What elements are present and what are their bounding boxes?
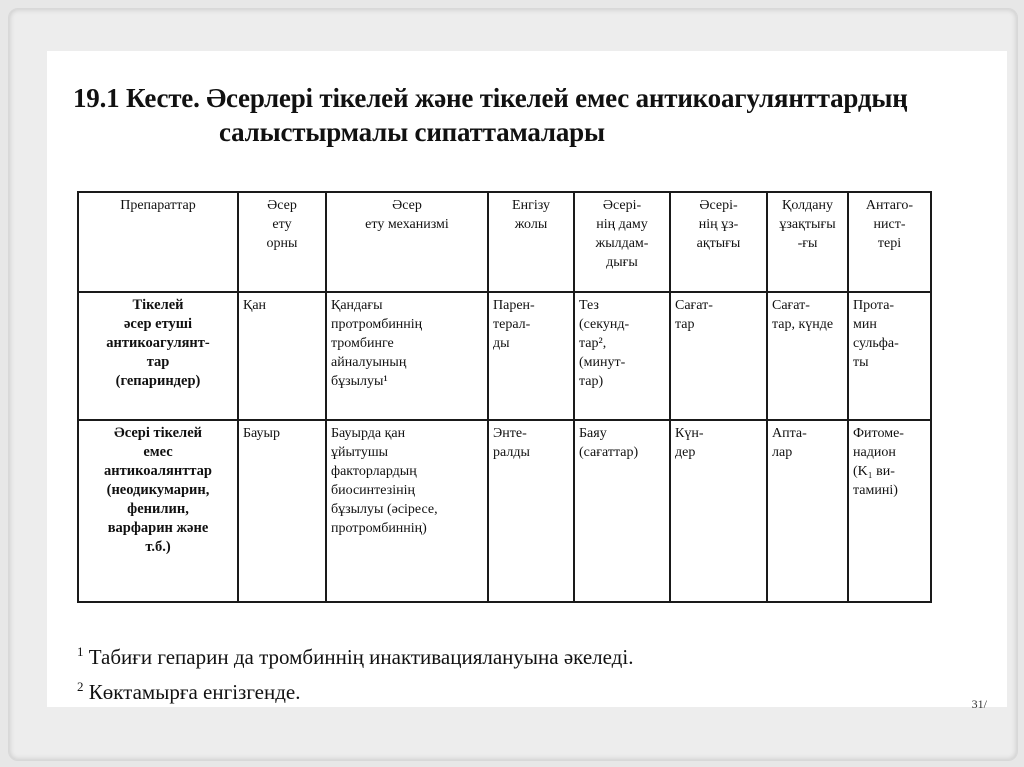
table-caption	[73, 81, 973, 149]
table-cell: Күн- дер	[670, 420, 767, 602]
footnote-mark: 1	[77, 644, 84, 659]
footnote	[77, 672, 633, 707]
header-route: Енгізу жолы	[488, 192, 574, 292]
slide-frame	[8, 8, 1018, 761]
table-cell: Энте- ралды	[488, 420, 574, 602]
table-cell: Сағат- тар	[670, 292, 767, 420]
table-row	[78, 292, 931, 420]
table-cell: Апта- лар	[767, 420, 848, 602]
footnote-text: Көктамырға енгізгенде.	[88, 680, 301, 704]
page-edge-mark: 31/	[971, 697, 987, 711]
table-cell: Баяу (сағаттар)	[574, 420, 670, 602]
table-cell: Сағат- тар, күнде	[767, 292, 848, 420]
caption-line-1: 19.1 Кесте. Әсерлері тікелей және тікелей емес антикоагулянттардың	[73, 83, 908, 113]
footnote-mark: 2	[77, 679, 84, 694]
footnotes	[77, 637, 633, 707]
header-usage-length: Қолдану ұзақтығы -ғы	[767, 192, 848, 292]
row-label: Тікелей әсер етуші антикоагулянт- тар (гепариндер)	[78, 292, 238, 420]
table-cell: Тез (секунд- тар², (минут- тар)	[574, 292, 670, 420]
caption-line-2: салыстырмалы сипаттамалары	[219, 117, 605, 147]
footnote	[77, 637, 633, 672]
table-row	[78, 420, 931, 602]
table-cell: Қандағы протромбиннің тромбинге айналуының бұзылуы¹	[326, 292, 488, 420]
header-duration: Әсері- нің ұз- ақтығы	[670, 192, 767, 292]
header-antagonists: Антаго- нист- тері	[848, 192, 931, 292]
table-cell: Парен- терал- ды	[488, 292, 574, 420]
table-header-row	[78, 192, 931, 292]
table-cell: Бауыр	[238, 420, 326, 602]
comparison-table	[77, 191, 932, 603]
header-mechanism: Әсер ету механизмі	[326, 192, 488, 292]
header-preparations: Препараттар	[78, 192, 238, 292]
document-page	[47, 51, 1007, 711]
table-cell: Фитоме- надион (K₁ ви- тамині)	[848, 420, 931, 602]
row-label: Әсері тікелей емес антикоалянттар (неодикумарин, фенилин, варфарин және т.б.)	[78, 420, 238, 602]
footnote-text: Табиғи гепарин да тромбиннің инактивациялануына әкеледі.	[88, 645, 634, 669]
table-cell: Қан	[238, 292, 326, 420]
table-cell: Прота- мин сульфа- ты	[848, 292, 931, 420]
header-site-of-action: Әсер ету орны	[238, 192, 326, 292]
header-onset-speed: Әсері- нің даму жылдам- дығы	[574, 192, 670, 292]
table-cell: Бауырда қан ұйытушы факторлардың биосинтезінің бұзылуы (әсіресе, протромбиннің)	[326, 420, 488, 602]
